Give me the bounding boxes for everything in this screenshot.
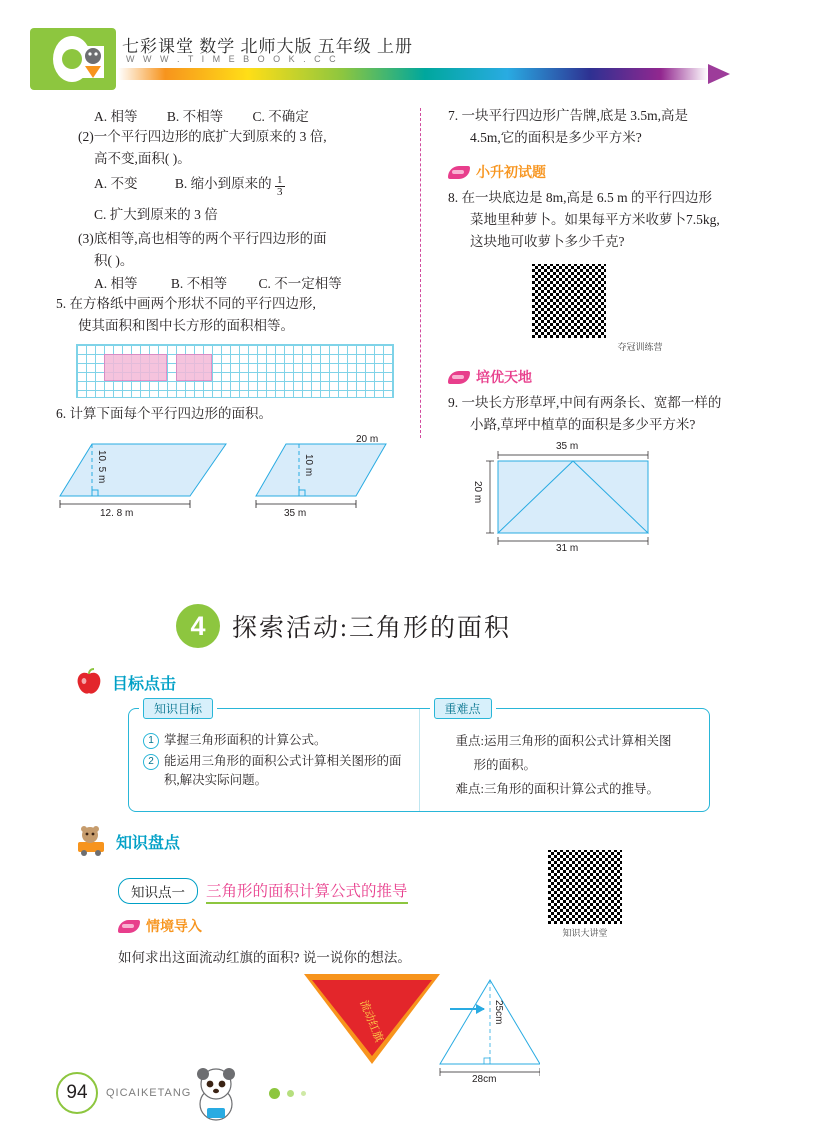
item3-option-c: C. 不一定相等 [258,276,342,291]
flag-triangle-svg [300,972,540,1087]
book-title: 七彩课堂 数学 北师大版 五年级 上册 [122,37,413,56]
qr-caption: 知识大讲堂 [562,928,608,938]
mascot-icon [190,1062,242,1122]
page-header [0,28,820,90]
goal-right-tagwrap [430,698,496,719]
goal-right [419,702,710,811]
q7-line2: 4.5m,它的面积是多少平方米? [470,130,642,145]
leaf-icon [448,166,470,179]
goal-right-line: 重点:运用三角形的面积公式计算相关图 [455,734,672,748]
website-url: W W W . T I M E B O O K . C C [126,54,339,64]
pink-rectangle-2 [176,354,212,381]
q4-options-row [56,106,406,127]
goal-item-text: 能运用三角形的面积公式计算相关图形的面积,解决实际问题。 [164,754,402,787]
goal-right-line: 难点:三角形的面积计算公式的推导。 [455,782,659,796]
knowledge-point-title: 三角形的面积计算公式的推导 [206,879,408,904]
arrow-icon [450,1008,484,1010]
goal-right-tag: 重难点 [434,698,492,719]
triangle-height-label: 25cm [493,1000,504,1025]
footer-brand: QICAIKETANG [106,1087,192,1099]
situation-question: 如何求出这面流动红旗的面积? 说一说你的想法。 [118,950,411,965]
grid-paper-figure [76,344,394,398]
left-column [56,106,406,540]
goal-left-tagwrap [139,698,217,719]
q8-line3: 这块地可收萝卜多少千克? [470,234,625,249]
triangle-base-label: 28cm [472,1074,497,1085]
goal-item-number: 2 [143,754,159,770]
fig1-base-label: 12. 8 m [100,508,134,519]
q8-line2: 菜地里种萝卜。如果每平方米收萝卜7.5kg, [470,212,720,227]
goal-heading-label: 目标点击 [112,675,177,693]
q4-option-b: B. 不相等 [166,109,224,124]
q4-option-c: C. 不确定 [252,109,309,124]
goal-box [128,702,710,812]
parallelogram-figures [56,430,406,540]
knowledge-point-row [118,878,408,904]
section-heading [176,604,511,648]
fig2-side-label: 20 m [356,434,379,445]
q5-line2: 使其面积和图中长方形的面积相等。 [78,318,294,333]
footer-dots [269,1088,306,1099]
callout-xiaoshengchu [448,162,748,182]
right-column [448,106,748,553]
goal-left-tag: 知识目标 [143,698,213,719]
q8-line1: 8. 在一块底边是 8m,高是 6.5 m 的平行四边形 [448,190,713,205]
item3-options-row [56,273,406,294]
goal-item-text: 掌握三角形面积的计算公式。 [164,733,327,747]
lawn-figure [448,443,748,553]
fraction-numerator: 1 [277,174,283,186]
section-title: 探索活动:三角形的面积 [232,615,511,642]
leaf-icon [118,920,140,933]
goal-heading [74,668,176,696]
qr-code-block-1[interactable] [532,264,748,353]
fig2-base-label: 35 m [284,508,307,519]
fraction-one-third [275,175,285,198]
item3-option-a: A. 相等 [94,276,138,291]
leaf-icon [448,371,470,384]
callout-label: 小升初试题 [476,164,546,180]
item2-options-row [56,173,406,198]
lawn-left-label: 20 m [472,481,483,504]
q9-line2: 小路,草坪中植草的面积是多少平方米? [470,417,696,432]
knowledge-point-pill: 知识点一 [118,878,198,904]
column-divider [420,108,421,438]
knowledge-heading-label: 知识盘点 [116,834,181,852]
goal-item [143,731,409,750]
item2-stem-line1: (2)一个平行四边形的底扩大到原来的 3 倍, [78,129,327,144]
goal-item [143,752,409,790]
item2-option-b: B. 缩小到原来的 [174,176,272,191]
page-footer [56,1072,306,1114]
qr-code-icon[interactable] [532,264,606,338]
qr-code-block-2[interactable] [548,850,622,939]
callout-label: 培优天地 [476,369,532,385]
dot [301,1091,306,1096]
item2-option-c: C. 扩大到原来的 3 倍 [94,207,218,222]
item3-stem-line2: 积( )。 [94,253,134,268]
item2-option-a: A. 不变 [94,176,138,191]
item3-option-b: B. 不相等 [170,276,228,291]
goal-item-number: 1 [143,733,159,749]
fraction-denominator: 3 [277,186,283,198]
qr-code-icon[interactable] [548,850,622,924]
knowledge-heading [74,826,180,856]
section-number: 4 [176,604,220,648]
fig1-height-label: 10. 5 m [96,450,107,484]
item3-stem-line1: (3)底相等,高也相等的两个平行四边形的面 [78,231,327,246]
flag-and-triangle-figure [300,972,540,1085]
svg-text:流动红旗: 流动红旗 [357,998,385,1044]
dot [269,1088,280,1099]
lawn-svg [448,443,738,553]
q4-option-a: A. 相等 [94,109,138,124]
pink-rectangle-1 [104,354,167,381]
goal-left [129,702,419,811]
goal-right-line: 形的面积。 [473,758,537,772]
q5-line1: 5. 在方格纸中画两个形状不同的平行四边形, [56,296,316,311]
fig2-height-label: 10 m [303,454,314,477]
rainbow-bar [118,68,708,80]
lawn-top-label: 35 m [556,441,579,452]
dot [287,1090,294,1097]
callout-peiyou [448,367,748,387]
q6-text: 6. 计算下面每个平行四边形的面积。 [56,406,272,421]
dog-logo-icon [52,34,108,84]
situation-label: 情境导入 [146,918,202,934]
lawn-bottom-label: 31 m [556,543,579,554]
page-number: 94 [56,1072,98,1114]
q9-line1: 9. 一块长方形草坪,中间有两条长、宽都一样的 [448,395,722,410]
qr-caption: 夺冠训练营 [617,342,663,352]
apple-icon [74,668,104,696]
q7-line1: 7. 一块平行四边形广告牌,底是 3.5m,高是 [448,108,689,123]
item2-stem-line2: 高不变,面积( )。 [94,151,191,166]
situation-callout [118,916,202,936]
bear-cart-icon [74,826,108,856]
